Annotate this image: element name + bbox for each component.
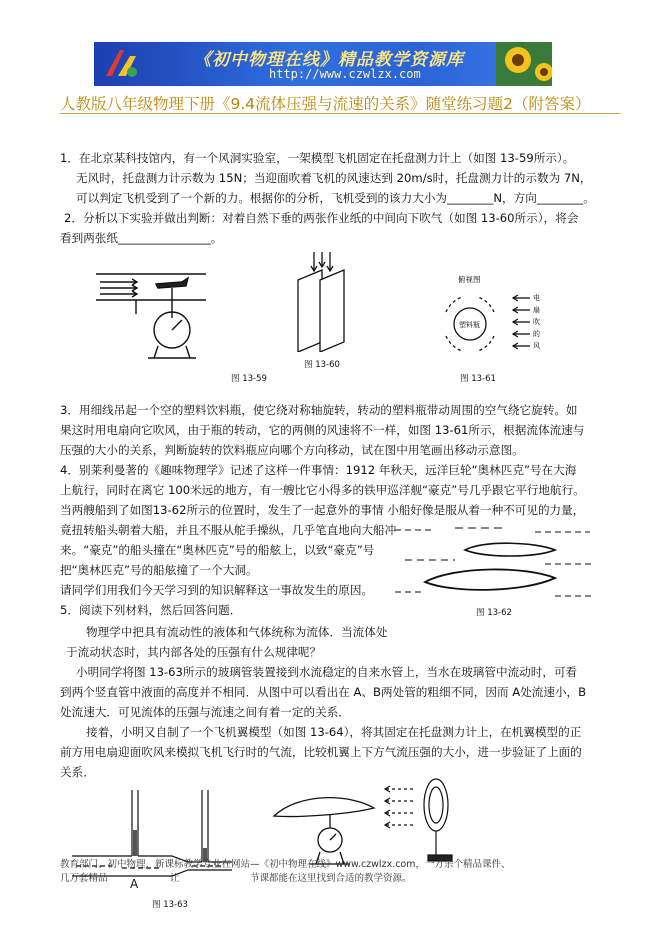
q1-line-3: 可以判定飞机受到了一个新的力。根据你的分析，飞机受到的该力大小为________N，方向________。	[76, 191, 595, 205]
figure-13-62-ships	[395, 520, 595, 602]
q4-line-4: 竟扭转船头朝着大船，并且不服从舵手操纵，几乎笔直地向大船冲	[60, 523, 397, 537]
q3-line-3: 压强的大小的关系，判断旋转的饮料瓶应向哪个方向移动，试在图中用笔画出移动示意图。	[60, 443, 524, 457]
q2-line-1: 2．分析以下实验并做出判断：对着自然下垂的两张作业纸的中间向下吹气（如图 13-60所示），将会	[64, 211, 579, 225]
q4-line-2: 上航行，同时在离它 100米远的地方，有一艘比它小得多的铁甲巡洋舰“豪克”号几乎跟它平行地航行。	[60, 483, 585, 497]
q1-line-1: 1．在北京某科技馆内，有一个风洞实验室，一架模型飞机固定在托盘测力计上（如图 13-59所示）。	[60, 151, 575, 165]
q5-line-5: 到两个竖直管中液面的高度并不相同．从图中可以看出在 A、B两处管的粗细不同，因而 A处流速小，B	[60, 685, 587, 699]
footer-line-4: 节课都能在这里找到合适的教学资源。	[250, 873, 412, 884]
figure-13-59-wind-tunnel	[96, 262, 216, 368]
site-banner	[94, 42, 552, 86]
banner-url: http://www.czwlzx.com	[269, 67, 421, 81]
footer-line-2: 几万套精品	[60, 873, 108, 884]
figure-13-61-side-label-2: 扇	[533, 306, 540, 314]
figure-13-61-side-label-4: 的	[533, 330, 540, 338]
q5-line-4: 小明同学将图 13-63所示的玻璃管装置接到水流稳定的自来水管上，当水在玻璃管中流动时，可看	[76, 665, 578, 679]
electric-fan-icon	[380, 775, 470, 865]
q4-line-6: 把“奥林匹克”号的船舷撞了一个大洞。	[60, 563, 258, 577]
figure-13-60-caption: 图 13-60	[304, 360, 340, 370]
q2-line-2: 看到两张纸________________。	[60, 231, 223, 245]
figure-13-63-point-a: A	[130, 877, 139, 891]
document-title: 人教版八年级物理下册《9.4流体压强与流速的关系》随堂练习题2（附答案）	[60, 95, 591, 113]
q5-line-7: 接着，小明又自制了一个飞机翼模型（如图 13-64），将其固定在托盘测力计上，在机翼模型的正	[86, 725, 582, 739]
q5-line-1: 5．阅读下列材料，然后回答问题．	[60, 603, 242, 617]
figure-13-59-caption: 图 13-59	[231, 374, 267, 384]
figure-13-60-paper-sheets	[290, 252, 360, 352]
figure-13-61-top-view-label: 俯视图	[458, 275, 481, 284]
q5-line-8: 前方用电扇迎面吹风来模拟飞机飞行时的气流，比较机翼上下方气流压强的大小，进一步验证了上面的	[60, 745, 582, 759]
figure-13-61-side-label-3: 吹	[533, 318, 540, 326]
figure-13-63-caption: 图 13-63	[152, 900, 188, 910]
banner-title: 《初中物理在线》精品教学资源库	[194, 50, 464, 70]
figure-13-62-caption: 图 13-62	[476, 608, 512, 618]
q1-line-2: 无风时，托盘测力计示数为 15N；当迎面吹着飞机的风速达到 20m/s时，托盘测力计的示数为 7N，	[76, 171, 592, 185]
q3-line-2: 果这时用电扇向它吹风，由于瓶的转动，它的两侧的风速将不一样，如图 13-61所示，根据流体流速与	[60, 423, 585, 437]
q4-line-5: 来。“豪克”的船头撞在“奥林匹克”号的船舷上，以致“豪克”号	[60, 543, 375, 557]
q4-line-1: 4．别莱利曼著的《趣味物理学》记述了这样一件事情：1912 年秋天，远洋巨轮“奥林匹克”号在大海	[60, 463, 577, 477]
q5-line-9: 关系．	[60, 765, 95, 779]
q4-line-7: 请同学们用我们今天学习到的知识解释这一事故发生的原因。	[60, 583, 374, 597]
q5-line-6: 处流速大．可见流体的压强与流速之间有着一定的关系．	[60, 705, 350, 719]
figure-13-61-side-label-1: 电	[533, 294, 540, 302]
figure-13-61-side-label-5: 风	[533, 342, 540, 350]
q5-line-2: 物理学中把具有流动性的液体和气体统称为流体．当流体处	[86, 625, 388, 639]
sunflower-icon	[496, 42, 552, 86]
footer-line-1: 教育部门、初中物理、新课标教学专业在网站—《初中物理在线》www.czwlzx.com，一万余个精品课件、	[60, 859, 511, 870]
q3-line-1: 3．用细线吊起一个空的塑料饮料瓶，使它绕对称轴旋转，转动的塑料瓶带动周围的空气绕它旋转。如	[60, 403, 578, 417]
figure-13-61-caption: 图 13-61	[460, 374, 496, 384]
figure-13-61-bottle-label: 塑料瓶	[459, 321, 480, 329]
site-logo-icon	[102, 46, 142, 82]
q5-line-3: 于流动状态时，其内部各处的压强有什么规律呢？	[66, 645, 322, 659]
q4-line-3: 当两艘船到了如图13-62所示的位置时，发生了一起意外的事情 小船好像是服从着一种不可见的力量，	[60, 503, 585, 517]
title-divider	[60, 113, 620, 114]
figure-13-61-rotating-bottle	[432, 272, 542, 368]
footer-line-3: 让	[170, 873, 180, 884]
